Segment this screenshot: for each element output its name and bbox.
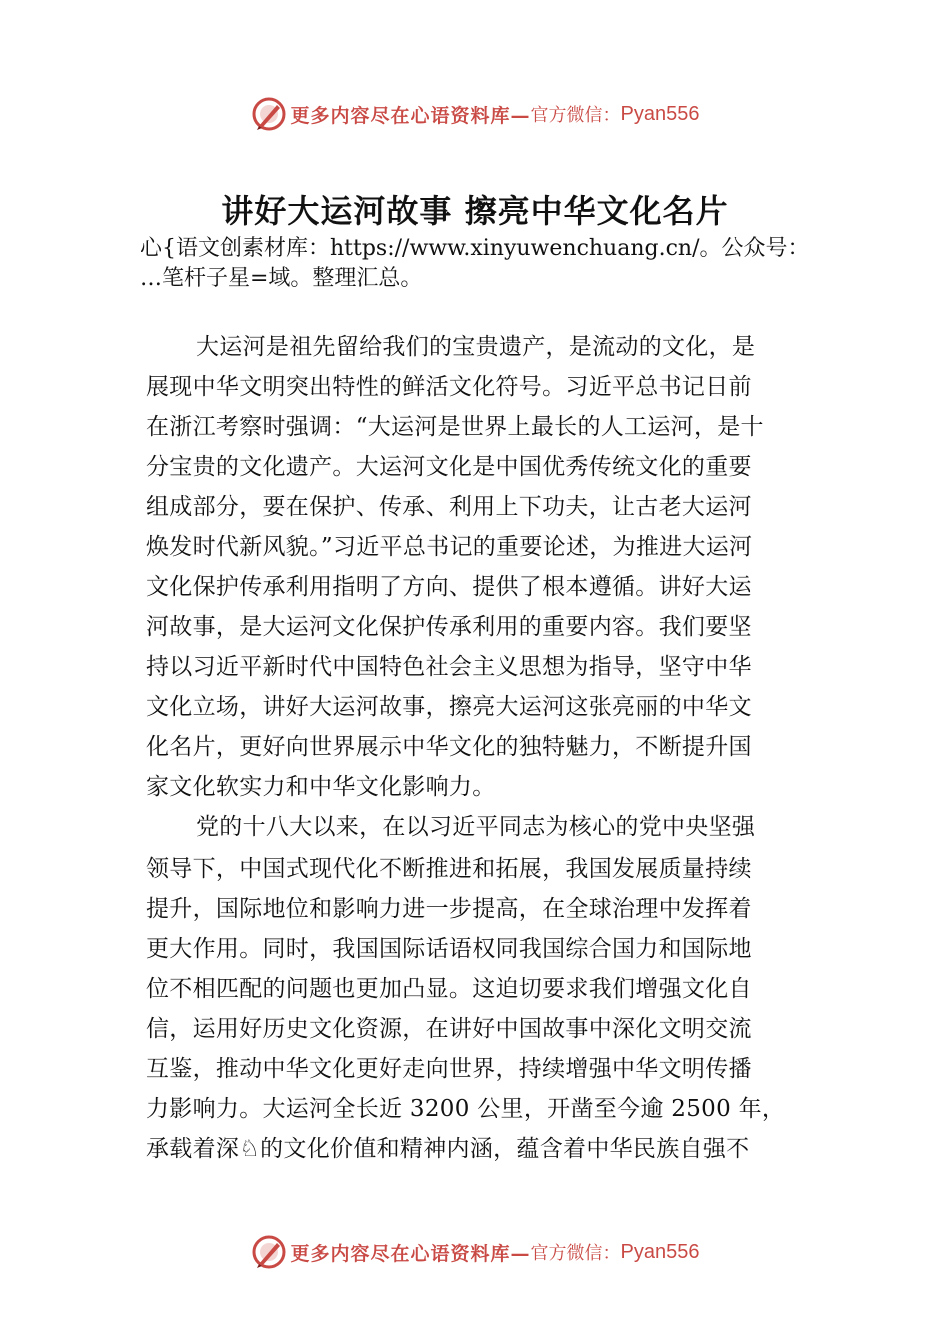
text-line: 位不相匹配的问题也更加凸显。这迫切要求我们增强文化自 [146, 976, 752, 1002]
banner-text: 更多内容尽在心语资料库— [290, 104, 531, 127]
text-line: 文化立场，讲好大运河故事，擦亮大运河这张亮丽的中华文 [146, 694, 752, 720]
text-line: 党的十八大以来，在以习近平同志为核心的党中央坚强 [196, 814, 756, 840]
banner-wechat-id: Pyan556 [620, 1240, 700, 1263]
text-line: 分宝贵的文化遗产。大运河文化是中国优秀传统文化的重要 [146, 454, 752, 480]
pen-logo-icon [251, 1234, 287, 1270]
text-line: 更大作用。同时，我国国际话语权同我国综合国力和国际地 [146, 936, 752, 962]
banner-text: 更多内容尽在心语资料库— [290, 1242, 531, 1265]
text-line: 大运河是祖先留给我们的宝贵遗产，是流动的文化，是 [196, 334, 756, 360]
text-line: 互鉴，推动中华文化更好走向世界，持续增强中华文明传播 [146, 1056, 752, 1082]
text-line: 提升，国际地位和影响力进一步提高，在全球治理中发挥着 [146, 896, 752, 922]
banner-wechat-label: 官方微信： [530, 105, 621, 126]
footer-banner [0, 1232, 950, 1272]
text-line: 信，运用好历史文化资源，在讲好中国故事中深化文明交流 [146, 1016, 752, 1042]
text-line: 焕发时代新风貌。”习近平总书记的重要论述，为推进大运河 [146, 534, 753, 560]
pen-logo-icon [251, 96, 287, 132]
text-line: 持以习近平新时代中国特色社会主义思想为指导，坚守中华 [146, 654, 752, 680]
text-line: 领导下，中国式现代化不断推进和拓展，我国发展质量持续 [146, 856, 752, 882]
text-line: 承载着深♘的文化价值和精神内涵，蕴含着中华民族自强不 [146, 1136, 750, 1162]
text-line: 家文化软实力和中华文化影响力。 [146, 774, 496, 800]
source-line-2: …笔杆子星=域。整理汇总。 [140, 266, 423, 291]
source-line-1: 心{语文创素材库：https://www.xinyuwenchuang.cn/。公众号： [140, 236, 810, 261]
text-line: 展现中华文明突出特性的鲜活文化符号。习近平总书记日前 [146, 374, 752, 400]
text-line: 河故事，是大运河文化保护传承利用的重要内容。我们要坚 [146, 614, 752, 640]
banner-wechat-id: Pyan556 [620, 102, 700, 125]
header-banner [0, 94, 950, 134]
banner-wechat-label: 官方微信： [530, 1243, 621, 1264]
text-line: 化名片，更好向世界展示中华文化的独特魅力，不断提升国 [146, 734, 752, 760]
text-line: 组成部分，要在保护、传承、利用上下功夫，让古老大运河 [146, 494, 752, 520]
text-line: 力影响力。大运河全长近 3200 公里，开凿至今逾 2500 年， [146, 1096, 786, 1122]
article-title: 讲好大运河故事 擦亮中华文化名片 [221, 192, 729, 230]
text-line: 在浙江考察时强调：“大运河是世界上最长的人工运河，是十 [146, 414, 764, 440]
text-line: 文化保护传承利用指明了方向、提供了根本遵循。讲好大运 [146, 574, 752, 600]
